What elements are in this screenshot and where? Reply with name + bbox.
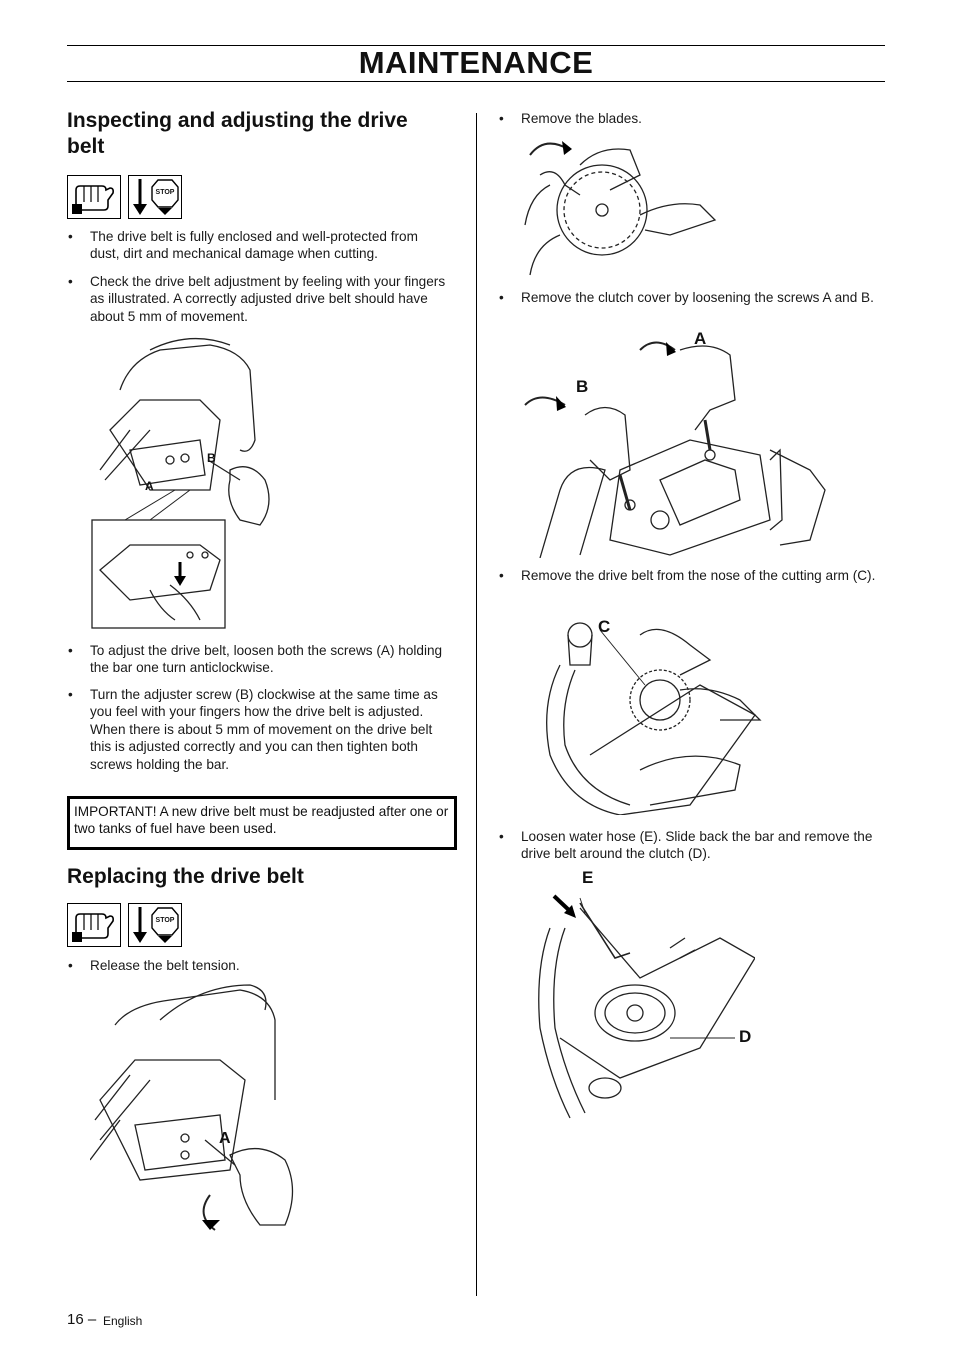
clutch-cover-screws-illustration bbox=[520, 330, 832, 558]
list-item: • Loosen water hose (E). Slide back the bar and remove the drive belt around the clutch (D). bbox=[521, 828, 885, 863]
figure-label-a: A bbox=[219, 1130, 231, 1147]
important-note: IMPORTANT! A new drive belt must be readjusted after one or two tanks of fuel have been used. bbox=[67, 796, 457, 850]
glove-icon bbox=[67, 903, 121, 947]
figure-label-b: B bbox=[576, 377, 589, 396]
figure-label-c: C bbox=[598, 617, 611, 636]
drive-belt-check-illustration bbox=[90, 330, 280, 630]
list-item: • To adjust the drive belt, loosen both the screws (A) holding the bar one turn anticlockwise. bbox=[90, 642, 452, 677]
release-tension-illustration bbox=[90, 980, 305, 1235]
cutting-arm-nose-illustration bbox=[520, 605, 765, 815]
page-number: 16 – bbox=[67, 1311, 97, 1328]
list-item: • Check the drive belt adjustment by feeling with your fingers as illustrated. A correctly adjusted drive belt should have about 5 mm of movement. bbox=[90, 273, 450, 325]
list-item: • Remove the clutch cover by loosening the screws A and B. bbox=[521, 289, 885, 306]
list-item: • Remove the blades. bbox=[521, 110, 885, 127]
stop-label: STOP bbox=[155, 917, 175, 924]
water-hose-clutch-illustration bbox=[520, 878, 755, 1123]
header-rule-bottom bbox=[67, 81, 885, 82]
figure-label-b: B bbox=[207, 451, 216, 465]
list-item: • Turn the adjuster screw (B) clockwise at the same time as you feel with your fingers how the drive belt is adjusted. When there is about 5 mm of movement on the drive belt this is adjusted correctly and you can then tighten both screws holding the bar. bbox=[90, 686, 452, 773]
section-title-replacing: Replacing the drive belt bbox=[67, 865, 304, 888]
section-title-inspecting: Inspecting and adjusting the drive belt bbox=[67, 109, 408, 158]
column-divider bbox=[476, 113, 477, 1296]
glove-icon bbox=[67, 175, 121, 219]
figure-label-a: A bbox=[694, 329, 707, 348]
remove-blades-illustration bbox=[520, 135, 725, 280]
figure-label-a: A bbox=[145, 479, 154, 493]
figure-label-d: D bbox=[739, 1027, 752, 1046]
list-item: • The drive belt is fully enclosed and well-protected from dust, dirt and mechanical damage when cutting. bbox=[90, 228, 450, 263]
list-item: • Release the belt tension. bbox=[90, 957, 450, 974]
stop-engine-icon bbox=[128, 175, 182, 219]
footer-language: English bbox=[103, 1314, 143, 1328]
stop-engine-icon bbox=[128, 903, 182, 947]
page-title: MAINTENANCE bbox=[358, 45, 594, 80]
stop-label: STOP bbox=[155, 189, 175, 196]
list-item: • Remove the drive belt from the nose of the cutting arm (C). bbox=[521, 567, 885, 584]
figure-label-e: E bbox=[582, 868, 594, 887]
